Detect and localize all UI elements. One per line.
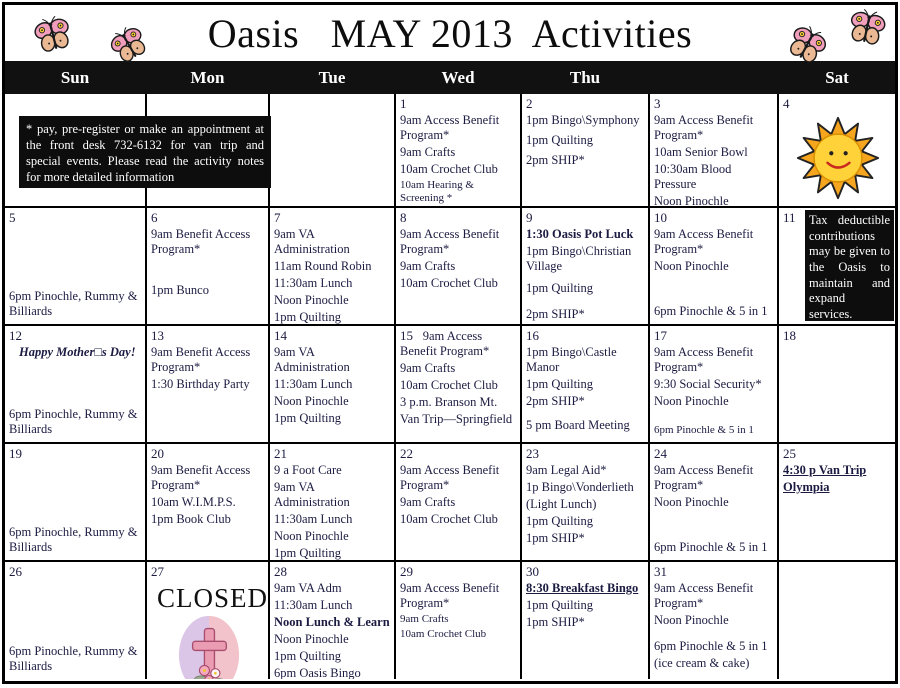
day-cell-5 [5, 208, 145, 324]
event-list [654, 463, 775, 557]
calendar-page [2, 2, 898, 684]
event: 1pm Bingo\Christian Village [526, 244, 646, 274]
day-number: 30 [526, 564, 646, 580]
event: 10am Crochet Club [400, 512, 518, 527]
event: Noon Pinochle [274, 394, 392, 409]
event-list [151, 463, 266, 557]
event: 10am Crochet Club [400, 162, 518, 177]
day-number: 5 [9, 210, 143, 226]
day-cell-31 [650, 562, 777, 679]
event: 6pm Pinochle & 5 in 1 [654, 540, 775, 555]
event: 9:30 Social Security* [654, 377, 775, 392]
day-cell-17 [650, 326, 777, 442]
day-number: 10 [654, 210, 775, 226]
event-list [400, 113, 518, 203]
event-list [526, 113, 646, 203]
event: Noon Pinochle [654, 394, 775, 409]
day-cell-blank [779, 562, 895, 679]
event: Happy Mother□s Day! [19, 345, 143, 360]
event: 9am Access Benefit Program* [654, 345, 775, 375]
day-cell-2 [522, 94, 648, 206]
event: 9am Access Benefit Program* [400, 227, 518, 257]
event: 6pm Pinochle, Rummy & Billiards [9, 407, 143, 437]
event: (ice cream & cake) [654, 656, 775, 671]
event: 6pm Oasis Bingo [274, 666, 392, 679]
event: 11:30am Lunch [274, 598, 392, 613]
event-list [654, 227, 775, 321]
day-number: 3 [654, 96, 775, 112]
event-list [400, 463, 518, 557]
event-list [526, 345, 646, 439]
day-cell-7 [270, 208, 394, 324]
registration-note: * pay, pre-register or make an appointment at the front desk 732-6132 for van trip and special events. Please read the activity notes for more detailed information [19, 116, 271, 188]
event-list [783, 564, 893, 676]
day-cell-10 [650, 208, 777, 324]
event: 1pm Bingo\Castle Manor [526, 345, 646, 375]
event: Noon Pinochle [654, 495, 775, 510]
event: 1pm Bunco [151, 283, 266, 298]
event-list [400, 581, 518, 676]
day-number: 21 [274, 446, 392, 462]
day-number: 25 [783, 446, 893, 462]
day-number: 15 [400, 328, 423, 343]
event: 2pm SHIP* [526, 307, 646, 322]
event-list [151, 227, 266, 321]
calendar-grid [5, 94, 895, 679]
day-cell-26 [5, 562, 145, 679]
event-list [151, 345, 266, 439]
day-cell-27 [147, 562, 268, 679]
day-cell-24 [650, 444, 777, 560]
event: 6pm Pinochle, Rummy & Billiards [9, 644, 143, 674]
event-list [274, 581, 392, 676]
event: 1pm Bingo\Symphony [526, 113, 646, 128]
event: 11am Round Robin [274, 259, 392, 274]
event-list [400, 227, 518, 321]
event: 9am Crafts [400, 259, 518, 274]
event: 9 a Foot Care [274, 463, 392, 478]
event: 9am Crafts [400, 361, 518, 376]
event: 1:30 Oasis Pot Luck [526, 227, 646, 242]
event: 9am Crafts [400, 495, 518, 510]
event-list [654, 581, 775, 676]
event: 10am Crochet Club [400, 628, 518, 641]
sun-icon [794, 115, 882, 201]
event-list [654, 345, 775, 439]
event: 9am Access Benefit Program* [400, 463, 518, 493]
event: Noon Pinochle [274, 529, 392, 544]
day-cell-29 [396, 562, 520, 679]
memorial-cross-icon [177, 614, 241, 679]
event: 11:30am Lunch [274, 377, 392, 392]
day-header-thu: Thu [522, 61, 648, 94]
day-cell-22 [396, 444, 520, 560]
page-title: Oasis MAY 2013 Activities [208, 10, 692, 57]
event: 9am Access Benefit Program* [654, 581, 775, 611]
event-list [783, 113, 893, 203]
event: 9am VA Adm [274, 581, 392, 596]
event: 9am Access Benefit Program* [654, 113, 775, 143]
day-header-sun: Sun [5, 61, 145, 94]
event: Noon Lunch & Learn [274, 615, 392, 630]
day-number: 18 [783, 328, 893, 344]
event: 1pm Quilting [274, 411, 392, 426]
event: 2pm SHIP* [526, 394, 646, 409]
event: Noon Pinochle [654, 613, 775, 628]
butterfly-icon [26, 8, 79, 61]
event: 1pm Quilting [274, 310, 392, 324]
event: Olympia [783, 480, 893, 495]
event: Van Trip—Springfield [400, 412, 518, 427]
event-list [783, 463, 893, 557]
event: 6pm Pinochle & 5 in 1 [654, 639, 775, 654]
day-cell-15 [396, 326, 520, 442]
day-cell-21 [270, 444, 394, 560]
day-cell-23 [522, 444, 648, 560]
event: 9am VA Administration [274, 227, 392, 257]
event: 15 9am Access Benefit Program* [400, 328, 518, 359]
day-header-fri [650, 61, 777, 94]
event-list [9, 345, 143, 439]
day-cell-3 [650, 94, 777, 206]
day-number: 19 [9, 446, 143, 462]
event: 1pm Book Club [151, 512, 266, 527]
event: 10:30am Blood Pressure [654, 162, 775, 192]
event: 9am Crafts [400, 613, 518, 626]
day-number: 23 [526, 446, 646, 462]
event: 9am Benefit Access Program* [151, 463, 266, 493]
event: 1pm Quilting [526, 598, 646, 613]
day-cell-8 [396, 208, 520, 324]
event: 10am Senior Bowl [654, 145, 775, 160]
event: 6pm Pinochle, Rummy & Billiards [9, 525, 143, 555]
day-cell-25 [779, 444, 895, 560]
day-number: 7 [274, 210, 392, 226]
day-number: 28 [274, 564, 392, 580]
event: 10am Crochet Club [400, 378, 518, 393]
day-number: 16 [526, 328, 646, 344]
event: 9am Access Benefit Program* [654, 227, 775, 257]
day-cell-30 [522, 562, 648, 679]
event: 9am Access Benefit Program* [654, 463, 775, 493]
tax-note: Tax deductible contributions may be given to the Oasis to maintain and expand services. [805, 210, 894, 321]
event: 5 pm Board Meeting [526, 418, 646, 433]
day-number: 20 [151, 446, 266, 462]
day-number: 22 [400, 446, 518, 462]
day-header-sat: Sat [779, 61, 895, 94]
weekday-header-row [5, 61, 895, 94]
event-list [526, 227, 646, 321]
day-number: 1 [400, 96, 518, 112]
event-list [9, 463, 143, 557]
day-number: 17 [654, 328, 775, 344]
day-cell-20 [147, 444, 268, 560]
event: 10am W.I.M.P.S. [151, 495, 266, 510]
day-header-tue: Tue [270, 61, 394, 94]
event-list [274, 345, 392, 439]
event-list [400, 328, 518, 439]
event: 1p Bingo\Vonderlieth [526, 480, 646, 495]
event: 1pm Quilting [274, 546, 392, 560]
event: 1pm Quilting [526, 281, 646, 296]
event: 8:30 Breakfast Bingo [526, 581, 646, 596]
butterfly-icon [841, 2, 893, 54]
event-list [274, 96, 392, 203]
event: 1pm Quilting [526, 133, 646, 148]
closed-label: CLOSED [157, 583, 266, 614]
event-list [654, 113, 775, 203]
day-cell-28 [270, 562, 394, 679]
event: 11:30am Lunch [274, 512, 392, 527]
day-cell-18 [779, 326, 895, 442]
day-number: 2 [526, 96, 646, 112]
event: 1pm Quilting [274, 649, 392, 664]
day-number: 9 [526, 210, 646, 226]
day-cell-19 [5, 444, 145, 560]
day-cell-16 [522, 326, 648, 442]
event: Noon Pinochle [654, 259, 775, 274]
event: 2pm SHIP* [526, 153, 646, 168]
day-cell-12 [5, 326, 145, 442]
event: Noon Pinochle [274, 293, 392, 308]
day-number: 12 [9, 328, 143, 344]
butterfly-icon [841, 2, 893, 54]
day-number: 24 [654, 446, 775, 462]
event: Noon Pinochle [274, 632, 392, 647]
day-number: 11 [783, 210, 893, 226]
event: 1pm SHIP* [526, 615, 646, 630]
day-number: 26 [9, 564, 143, 580]
day-cell-13 [147, 326, 268, 442]
event: 1:30 Birthday Party [151, 377, 266, 392]
day-number: 4 [783, 96, 893, 112]
event-list [151, 581, 266, 676]
event: 9am Crafts [400, 145, 518, 160]
event: 1pm SHIP* [526, 531, 646, 546]
day-header-wed: Wed [396, 61, 520, 94]
event-list [274, 227, 392, 321]
event: 11:30am Lunch [274, 276, 392, 291]
day-number: 29 [400, 564, 518, 580]
day-header-mon: Mon [147, 61, 268, 94]
event: 9am Benefit Access Program* [151, 227, 266, 257]
event: 1pm Quilting [526, 377, 646, 392]
event: 9am Access Benefit Program* [400, 581, 518, 611]
day-number: 31 [654, 564, 775, 580]
day-number: 27 [151, 564, 266, 580]
event: 9am VA Administration [274, 480, 392, 510]
event: 3 p.m. Branson Mt. [400, 395, 518, 410]
day-cell-9 [522, 208, 648, 324]
day-cell-1 [396, 94, 520, 206]
day-number: 14 [274, 328, 392, 344]
day-cell-blank [270, 94, 394, 206]
sun-clipart [783, 113, 893, 203]
title-bar [5, 5, 895, 61]
event: 9am Access Benefit Program* [400, 113, 518, 143]
day-number: 13 [151, 328, 266, 344]
event: 6pm Pinochle & 5 in 1 [654, 424, 775, 437]
event: 1pm Quilting [526, 514, 646, 529]
cross-clipart [151, 614, 266, 679]
butterfly-icon [26, 8, 79, 61]
event-list [526, 581, 646, 676]
event-list [783, 345, 893, 439]
event: 10am Crochet Club [400, 276, 518, 291]
event-list [9, 227, 143, 321]
day-number: 6 [151, 210, 266, 226]
event: 9am VA Administration [274, 345, 392, 375]
day-number: 8 [400, 210, 518, 226]
event: Noon Pinochle [654, 194, 775, 206]
day-cell-14 [270, 326, 394, 442]
event: 4:30 p Van Trip [783, 463, 893, 478]
day-cell-6 [147, 208, 268, 324]
event: 9am Benefit Access Program* [151, 345, 266, 375]
event: 10am Hearing & Screening * [400, 179, 518, 205]
event-list [526, 463, 646, 557]
day-cell-4 [779, 94, 895, 206]
event: 6pm Pinochle, Rummy & Billiards [9, 289, 143, 319]
event: 6pm Pinochle & 5 in 1 [654, 304, 775, 319]
event: 9am Legal Aid* [526, 463, 646, 478]
event-list [274, 463, 392, 557]
day-cell-11 [779, 208, 895, 324]
event: (Light Lunch) [526, 497, 646, 512]
event-list [9, 581, 143, 676]
